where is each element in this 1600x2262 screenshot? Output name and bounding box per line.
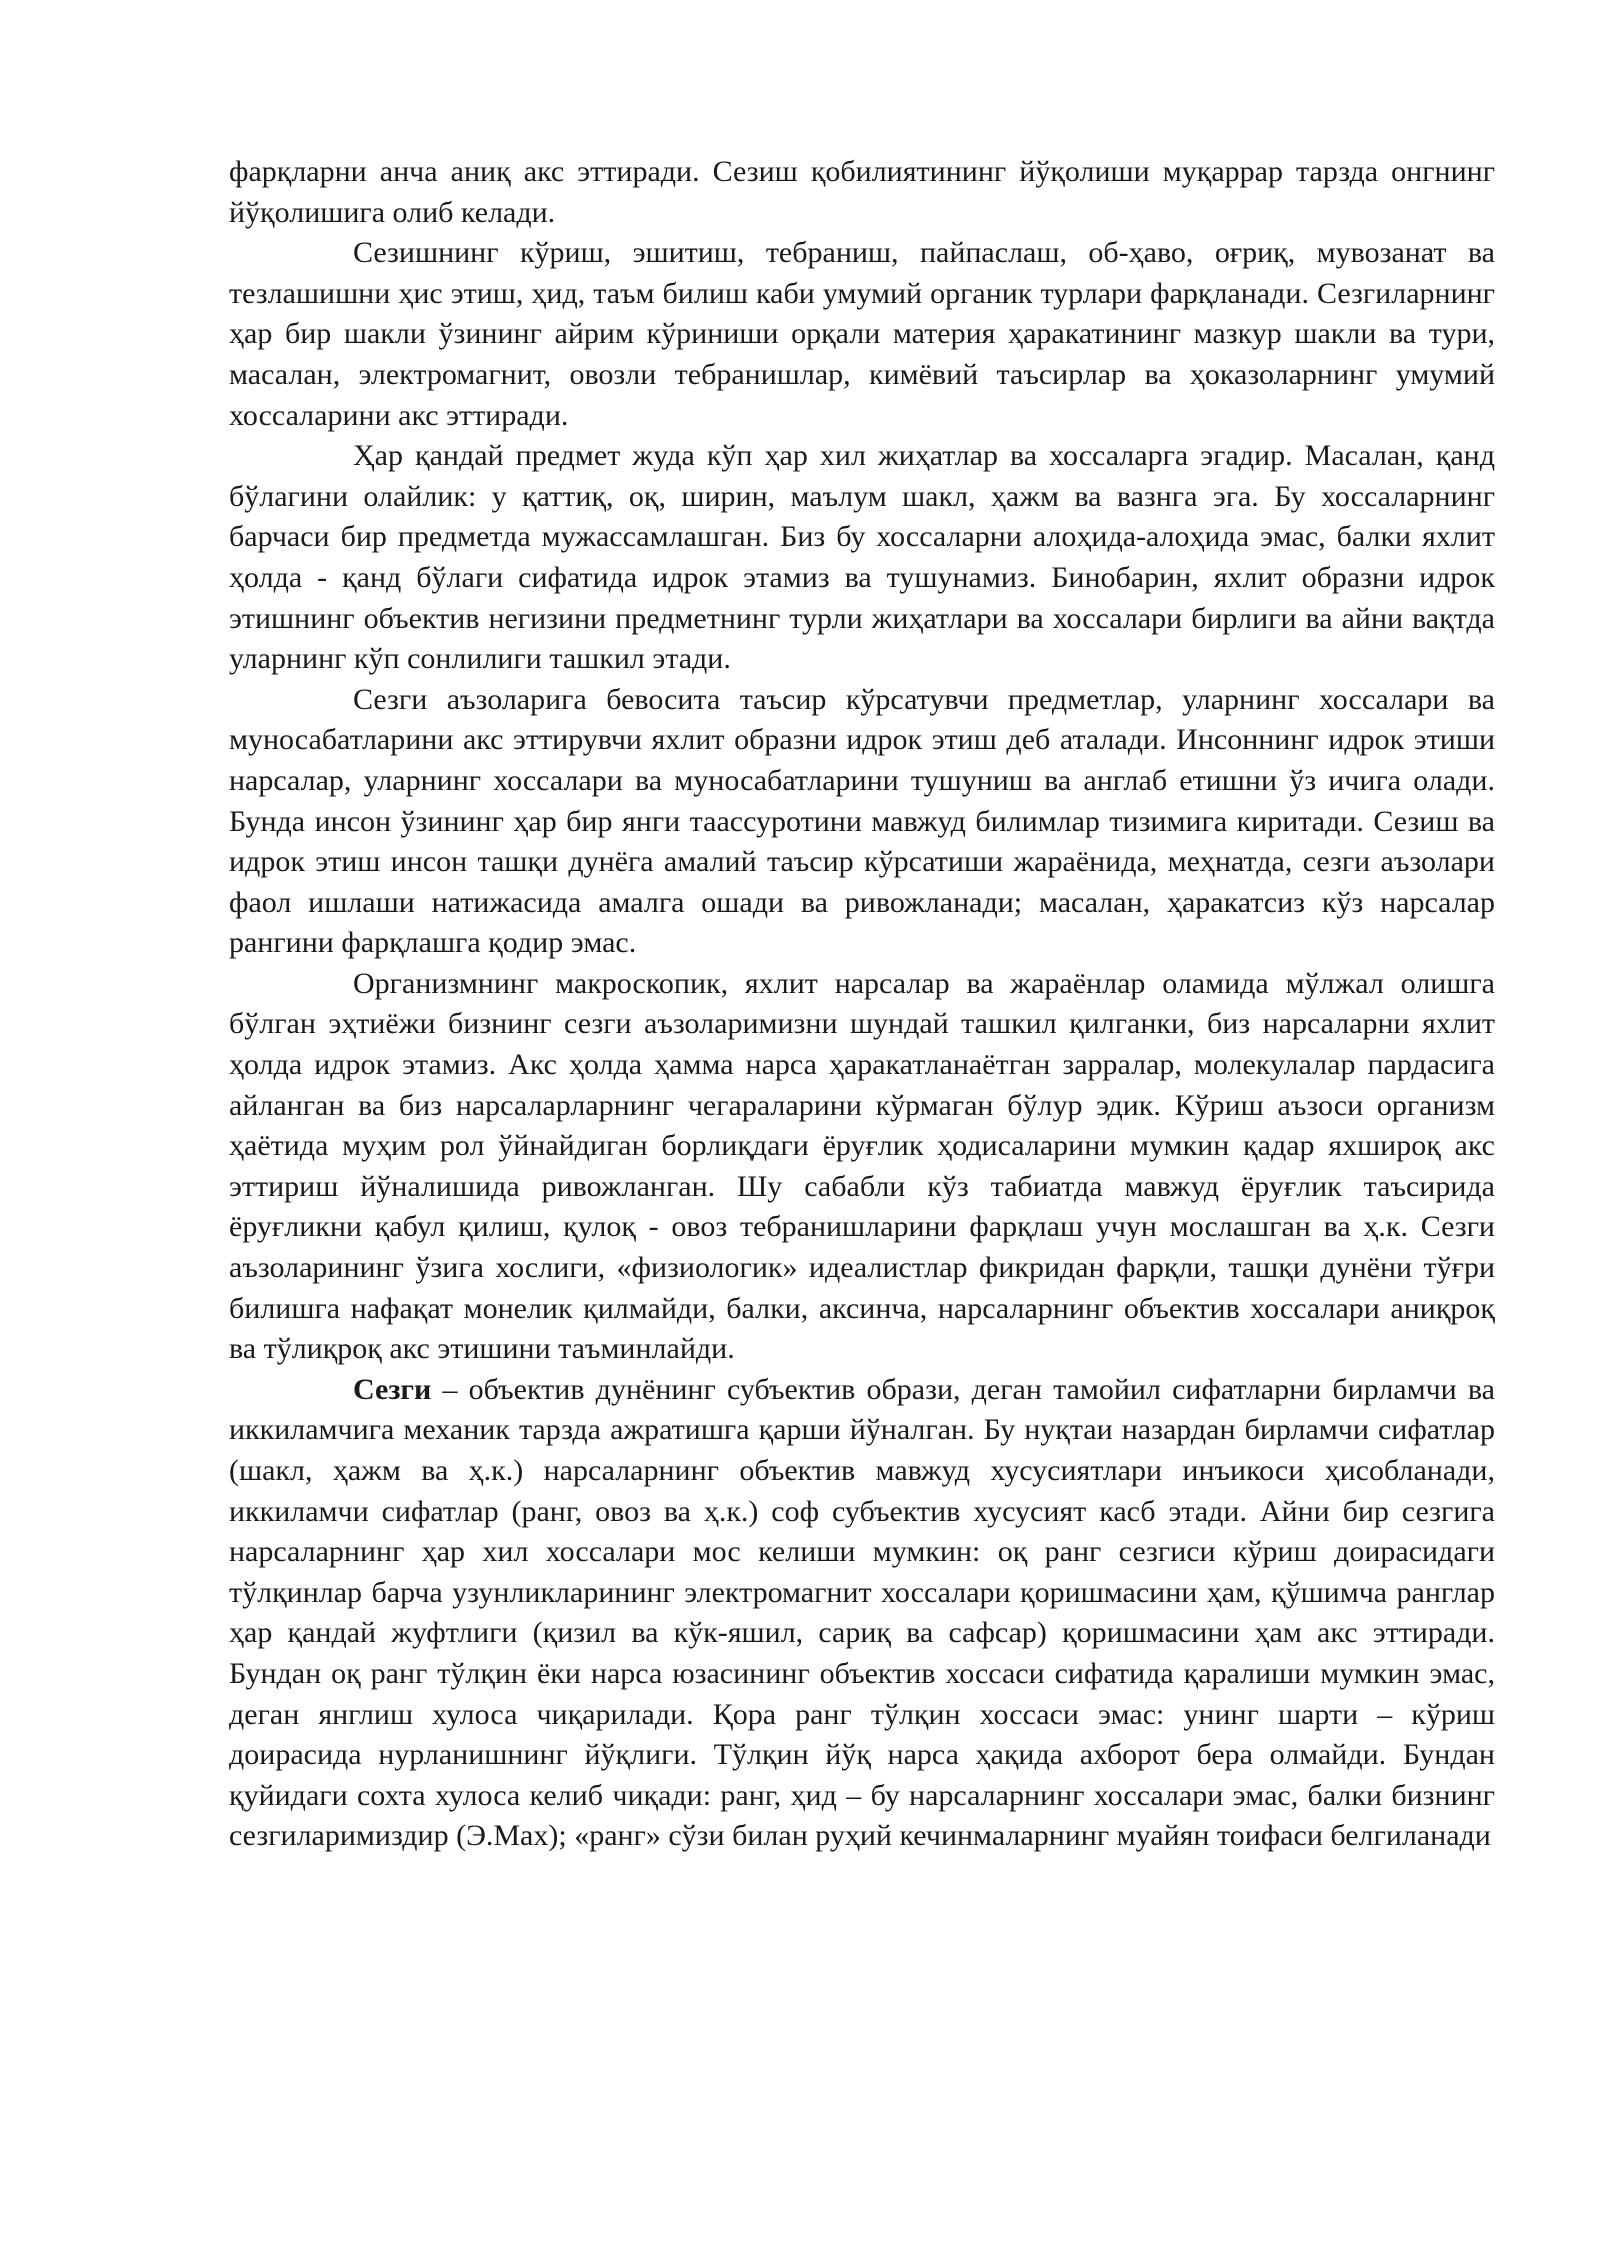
paragraph-5: Организмнинг макроскопик, яхлит нарсалар ва жараёнлар оламида мўлжал олишга бўлган эҳтиёжи бизнинг сезги аъзоларимизни шундай ташкил қилганки, биз нарсаларни яхлит ҳолда идрок этамиз. Акс ҳолда ҳамма нарса ҳаракатланаётган зарралар, молекулалар пардасига айланган ва биз нарсаларларнинг чегараларини кўрмаган бўлур эдик. Кўриш аъзоси организм ҳаётида муҳим рол ўйнайдиган борлиқдаги ёруғлик ҳодисаларини мумкин қадар яхшироқ акс эттириш йўналишида ривожланган. Шу сабабли кўз табиатда мавжуд ёруғлик таъсирида ёруғликни қабул қилиш, қулоқ - овоз тебранишларини фарқлаш учун мослашган ва ҳ.к. Сезги аъзоларининг ўзига хослиги, «физиологик» идеалистлар фикридан фарқли, ташқи дунёни тўғри билишга нафақат монелик қилмайди, балки, аксинча, нарсаларнинг объектив хоссалари аниқроқ ва тўлиқроқ акс этишини таъминлайди. bbox=[229, 966, 1495, 1366]
bold-term: Сезги bbox=[353, 1372, 432, 1406]
paragraph-6-text: – объектив дунёнинг субъектив образи, деган тамойил сифатларни бирламчи ва иккиламчига механик тарзда ажратишга қарши йўналган. Бу нуқтаи назардан бирламчи сифатлар (шакл, ҳажм ва ҳ.к.) нарсаларнинг объектив мавжуд хусусиятлари инъикоси ҳисобланади, иккиламчи сифатлар (ранг, овоз ва ҳ.к.) соф субъектив хусусият касб этади. Айни бир сезгига нарсаларнинг ҳар хил хоссалари мос келиши мумкин: оқ ранг сезгиси кўриш доирасидаги тўлқинлар барча узунликларининг электромагнит хоссалари қоришмасини ҳам, қўшимча ранглар ҳар қандай жуфтлиги (қизил ва кўк-яшил, сариқ ва сафсар) қоришмасини ҳам акс эттиради. Бундан оқ ранг тўлқин ёки нарса юзасининг объектив хоссаси сифатида қаралиши мумкин эмас, деган янглиш хулоса чиқарилади. Қора ранг тўлқин хоссаси эмас: унинг шарти – кўриш доирасида нурланишнинг йўқлиги. Тўлқин йўқ нарса ҳақида ахборот бера олмайди. Бундан қуйидаги сохта хулоса келиб чиқади: ранг, ҳид – бу нарсаларнинг хоссалари эмас, балки бизнинг сезгиларимиздир (Э.Мах); «ранг» сўзи билан руҳий кечинмаларнинг муайян тоифаси белгиланади bbox=[229, 1372, 1495, 1853]
paragraph-3: Ҳар қандай предмет жуда кўп ҳар хил жиҳатлар ва хоссаларга эгадир. Масалан, қанд бўлагини олайлик: у қаттиқ, оқ, ширин, маълум шакл, ҳажм ва вазнга эга. Бу хоссаларнинг барчаси бир предметда мужассамлашган. Биз бу хоссаларни алоҳида-алоҳида эмас, балки яхлит ҳолда - қанд бўлаги сифатида идрок этамиз ва тушунамиз. Бинобарин, яхлит образни идрок этишнинг объектив негизини предметнинг турли жиҳатлари ва хоссалари бирлиги ва айни вақтда уларнинг кўп сонлилиги ташкил этади. bbox=[229, 439, 1495, 676]
document-page bbox=[229, 152, 1495, 1857]
paragraph-4: Сезги аъзоларига бевосита таъсир кўрсатувчи предметлар, уларнинг хоссалари ва муносабатларини акс эттирувчи яхлит образни идрок этиш деб аталади. Инсоннинг идрок этиши нарсалар, уларнинг хоссалари ва муносабатларини тушуниш ва англаб етишни ўз ичига олади. Бунда инсон ўзининг ҳар бир янги таассуротини мавжуд билимлар тизимига киритади. Сезиш ва идрок этиш инсон ташқи дунёга амалий таъсир кўрсатиши жараёнида, меҳнатда, сезги аъзолари фаол ишлаши натижасида амалга ошади ва ривожланади; масалан, ҳаракатсиз кўз нарсалар рангини фарқлашга қодир эмас. bbox=[229, 682, 1495, 960]
paragraph-1: фарқларни анча аниқ акс эттиради. Сезиш қобилиятининг йўқолиши муқаррар тарзда онгнинг йўқолишига олиб келади. bbox=[229, 155, 1495, 229]
paragraph-6 bbox=[229, 1370, 1495, 1857]
paragraph-2: Сезишнинг кўриш, эшитиш, тебраниш, пайпаслаш, об-ҳаво, оғриқ, мувозанат ва тезлашишни ҳис этиш, ҳид, таъм билиш каби умумий органик турлари фарқланади. Сезгиларнинг ҳар бир шакли ўзининг айрим кўриниши орқали материя ҳаракатининг мазкур шакли ва тури, масалан, электромагнит, овозли тебранишлар, кимёвий таъсирлар ва ҳоказоларнинг умумий хоссаларини акс эттиради. bbox=[229, 236, 1495, 432]
